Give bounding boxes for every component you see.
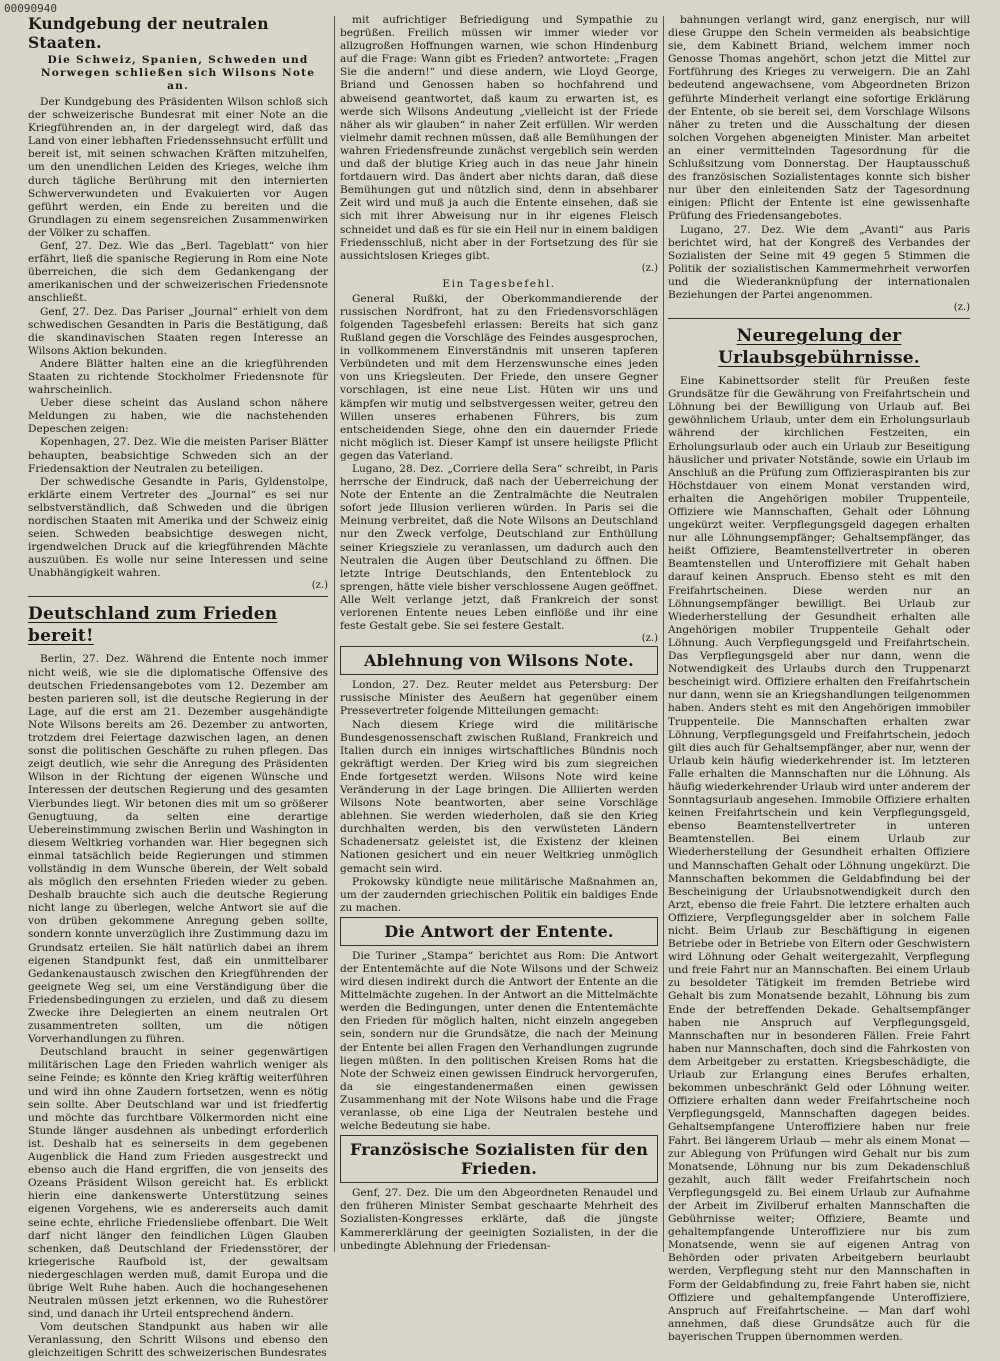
paragraph: mit aufrichtiger Befriedigung und Sympathie zu begrüßen. Freilich müssen wir immer wieder vor allzugroßen Hoffnungen warnen, wie schon Hindenburg auf die Frage: Wann gibt es Frieden? antwortete: „Fragen Sie die andern!“ und diese andern, wie Lloyd George, Briand und Genossen haben so hochfahrend und abweisend geantwortet, daß kaum zu erwarten ist, es werde sich Wilsons Andeutung „vielleicht ist der Friede näher als wir glauben“ in naher Zeit erfüllen. Wir werden vielmehr damit rechnen müssen, daß alle Bemühungen der wahren Friedensfreunde zunächst vergeblich sein werden und daß der blutige Krieg auch in das neue Jahr hinein fortdauern wird. Das ändert aber nichts daran, daß diese Bemühungen gut und nützlich sind, denn in absehbarer Zeit wird und muß ja auch die Entente einsehen, daß sie sich mit ihrer Abweisung nur in ihr eigenes Fleisch schneidet und daß es für sie ein Heil nur in einem baldigen Friedensschluß, nicht aber in der Fortsetzung des für sie aussichtslosen Krieges gibt. <box>340 14 658 262</box>
paragraph: Lugano, 28. Dez. „Corriere della Sera“ schreibt, in Paris herrsche der Eindruck, daß nach der Ueberreichung der Note der Entente an die Zentralmächte die Neutralen sofort jede Illusion verlieren würden. In Paris sei die Meinung verbreitet, daß die Note Wilsons an Deutschland nur den Zweck verfolge, Deutschland zur Enthüllung seiner Kriegsziele zu veranlassen, um dadurch auch den Neutralen die Augen über Deutschland zu öffnen. Die letzte Intrige Deutschlands, den Ententeblock zu sprengen, hätte viele bisher verschlossene Augen geöffnet. Alle Welt verlange jetzt, daß Frankreich der sonst verlorenen Entente neues Leben einflöße und ihr eine feste Gestalt gebe. Sie sei festere Gestalt. <box>340 463 658 633</box>
paragraph: bahnungen verlangt wird, ganz energisch, nur will diese Gruppe den Schein vermeiden als beabsichtige sie, dem Kabinett Briand, welchem immer noch Genosse Thomas angehört, schon jetzt die Mittel zur Fortführung des Krieges zu verweigern. Die an Zahl bedeutend angewachsene, vom Abgeordneten Brizon geführte Minderheit verlangt eine sofortige Erklärung der Entente, ob sie bereit sei, dem Vorschlage Wilsons näher zu treten und die Ausschaltung der diesen solchen Vorgehen abgeneigten Minister. Man arbeitet an einer vermittelnden Tagesordnung für die Schlußsitzung vom Donnerstag. Der Hauptausschuß des französischen Sozialistentages konnte sich bisher nur über den einleitenden Satz der Tagesordnung einigen: Pflicht der Entente ist eine gewissenhafte Prüfung des Friedensangebotes. <box>668 14 970 223</box>
article-title-rejection: Ablehnung von Wilsons Note. <box>364 651 634 671</box>
section-heading-tagesbefehl: Ein Tagesbefehl. <box>442 277 556 290</box>
divider <box>668 318 970 319</box>
paragraph: Genf, 27. Dez. Wie das „Berl. Tageblatt“ von hier erfährt, ließ die spanische Regierung in Rom eine Note überreichen, die sich dem Gedankengang der amerikanischen und der schweizerischen Friedensnote anschließt. <box>28 240 328 305</box>
column-2 <box>340 14 658 1254</box>
paragraph: Ueber diese scheint das Ausland schon nähere Meldungen zu haben, wie die nachstehenden Depeschen zeigen: <box>28 397 328 436</box>
column-1 <box>28 14 328 1360</box>
page-id: 00090940 <box>4 2 57 15</box>
paragraph: London, 27. Dez. Reuter meldet aus Petersburg: Der russische Minister des Aeußern hat gegenüber einem Pressevertreter folgende Mitteilungen gemacht: <box>340 679 658 718</box>
divider <box>28 596 328 597</box>
headline-box <box>340 917 658 946</box>
paragraph: Vom deutschen Standpunkt aus haben wir alle Veranlassung, den Schritt Wilsons und ebenso den gleichzeitigen Schritt des schweizerischen Bundesrates <box>28 1321 328 1360</box>
paragraph: General Rußki, der Oberkommandierende der russischen Nordfront, hat zu den Friedensvorschlägen folgenden Tagesbefehl erlassen: Bereits hat sich ganz Rußland gegen die Vorschläge des Feindes ausgesprochen, in vollkommenem Einverständnis mit unseren tapferen Verbündeten und mit dem Herzenswunsche eines jeden von uns Kriegsleuten. Der Friede, den unsere Gegner vorschlagen, ist eine neue List. Hüten wir uns und kämpfen wir mutig und selbstvergessen weiter, getreu den Willen unseres erhabenen Führers, bis zum entscheidenden Siege, ohne den ein dauernder Friede nicht möglich ist. Dieser Kampf ist unsere heiligste Pflicht gegen das Vaterland. <box>340 292 658 462</box>
paragraph: Nach diesem Kriege wird die militärische Bundesgenossenschaft zwischen Rußland, Frankreich und Italien durch ein inniges wirtschaftliches Bündnis noch gekräftigt werden. Der Krieg wird bis zum siegreichen Ende fortgesetzt werden. Wilsons Note wird keine Veränderung in der Lage bringen. Die Alliierten werden Wilsons Note beantworten, aber seine Vorschläge ablehnen. Sie werden wiederholen, daß sie den Krieg durchhalten werden, bis den verwüsteten Ländern Schadenersatz geleistet ist, die Existenz der kleinen Nationen gesichert und ein neuer Weltkrieg unmöglich gemacht sein wird. <box>340 718 658 875</box>
column-rule <box>663 16 664 1252</box>
paragraph: Der schwedische Gesandte in Paris, Gyldenstolpe, erklärte einem Vertreter des „Journal“ es sei nur selbstverständlich, daß Schweden und die übrigen nordischen Staaten mit Amerika und der Schweiz einig seien. Schweden beabsichtige deswegen nicht, irgendwelchen Druck auf die kriegführenden Mächte auszuüben. Es wolle nur seine Interessen und seine Unabhängigkeit wahren. <box>28 475 328 580</box>
paragraph: Lugano, 27. Dez. Wie dem „Avanti“ aus Paris berichtet wird, hat der Kongreß des Verbandes der Sozialisten der Seine mit 49 gegen 5 Stimmen die Politik der sozialistischen Kammermehrheit verworfen und die Wiederanknüpfung der internationalen Beziehungen der Partei angenommen. <box>668 223 970 301</box>
paragraph: Kopenhagen, 27. Dez. Wie die meisten Pariser Blätter behaupten, beabsichtige Schweden sich an der Friedensaktion der Neutralen zu beteiligen. <box>28 436 328 475</box>
paragraph: Die Turiner „Stampa“ berichtet aus Rom: Die Antwort der Ententemächte auf die Note Wilsons und der Schweiz wird diesen indirekt durch die Antwort der Entente an die Mittelmächte zugehen. In der Antwort an die Mittelmächte werden die Bedingungen, unter denen die Ententemächte den Frieden für möglich halten, nicht einzeln angegeben sein, sondern nur die Grundsätze, die nach der Meinung der Entente bei allen Fragen den Verhandlungen zugrunde liegen müßten. In den politischen Kreisen Roms hat die Note der Schweiz einen gewissen Eindruck hervorgerufen, da sie eingestandenermaßen einen gewissen Zusammenhang mit der Note Wilsons habe und die Frage veranlasse, ob eine Liga der Neutralen bestehe und welche Bedeutung sie habe. <box>340 949 658 1133</box>
paragraph: Deutschland braucht in seiner gegenwärtigen militärischen Lage den Frieden wahrlich weniger als seine Feinde; es könnte den Krieg kräftig weiterführen und wird ihn ohne Zaudern fortsetzen, wenn es nötig sein sollte. Aber Deutschland war und ist friedfertig und möchte das furchtbare Völkermorden nicht eine Stunde länger ausdehnen als unbedingt erforderlich ist. Deshalb hat es seinerseits in dem gegebenen Augenblick die Hand zum Frieden ausgestreckt und ebenso auch die Hand ergriffen, die von jenseits des Ozeans Präsident Wilson gereicht hat. Es erblickt hierin eine dankenswerte Unterstützung seines eigenen Vorgehens, wie es andererseits auch damit seine echte, ehrliche Friedensliebe offenbart. Die Welt darf nicht länger den feindlichen Lügen Glauben schenken, daß Deutschland der Friedensstörer, der kriegerische Raufbold ist, der gewaltsam niedergeschlagen werden muß, damit Europa und die übrige Welt Ruhe haben. Auch die hochangesehenen Neutralen müssen jetzt erkennen, wo die Ruhestörer sind, und danach ihr Urteil entsprechend ändern. <box>28 1046 328 1321</box>
article-title-french-socialists: Französische Sozialisten für den Frieden. <box>349 1140 649 1179</box>
paragraph: Prokowsky kündigte neue militärische Maßnahmen an, um der zaudernden griechischen Politik ein baldiges Ende zu machen. <box>340 875 658 914</box>
paragraph: Berlin, 27. Dez. Während die Entente noch immer nicht weiß, wie sie die diplomatische Offensive des deutschen Friedensangebotes vom 12. Dezember am besten parieren soll, ist die deutsche Regierung in der Lage, auf die erst am 21. Dezember ausgehändigte Note Wilsons bereits am 26. Dezember zu antworten, trotzdem drei Feiertage dazwischen lagen, an denen sonst die politischen Geschäfte zu ruhen pflegen. Das zeigt deutlich, wie sehr die Anregung des Präsidenten Wilson in der Richtung der eigenen Wünsche und Interessen der deutschen Regierung und des gesamten Vierbundes liegt. Wir betonen dies mit um so größerer Genugtuung, da selten eine derartige Uebereinstimmung zwischen Berlin und Washington in diesem Weltkrieg vorhanden war. Hier begegnen sich einmal tatsächlich beide Regierungen und stimmen vollständig in dem Wunsche überein, der Welt sobald als möglich den ersehnten Frieden wieder zu geben. Deshalb brauchte sich auch die deutsche Regierung nicht lange zu überlegen, welche Antwort sie auf die von drüben gekommene Anregung geben sollte, sondern konnte unverzüglich ihre Zustimmung dazu im Grundsatz erteilen. Sie hält natürlich dabei an ihrem eigenen Standpunkt fest, daß ein unmittelbarer Gedankenaustausch zwischen den Kriegführenden der geeignete Weg sei, um eine Verständigung über die Friedensbedingungen zu erzielen, und daß zu diesem Zwecke ihre Delegierten an einem neutralen Ort zusammentreten sollten, um die nötigen Vorverhandlungen zu führen. <box>28 653 328 1046</box>
paragraph: Eine Kabinettsorder stellt für Preußen feste Grundsätze für die Gewährung von Freifahrtschein und Löhnung bei der Bewilligung von Urlaub auf. Bei gewöhnlichem Urlaub, unter dem ein Erholungsurlaub während der kirchlichen Festzeiten, ein Erholungsurlaub oder auch ein Urlaub zur Beseitigung häuslicher und privater Notstände, sowie ein Urlaub im Anschluß an die Prüfung zum Offizieraspiranten bis zur Höchstdauer von einem Monat verstanden wird, erhalten die Angehörigen mobiler Truppenteile, Offiziere wie Mannschaften, Gehalt oder Löhnung ungekürzt weiter. Verpflegungsgeld dagegen erhalten nur alle Löhnungsempfänger; Gehaltsempfänger, das heißt Offiziere, Beamtenstellvertreter in oberen Beamtenstellen und Unteroffiziere mit Gehalt haben darauf keinen Anspruch. Ebenso steht es mit den Freifahrtscheinen. Diese werden nur an Löhnungsempfänger bewilligt. Bei Urlaub zur Wiederherstellung der Gesundheit erhalten alle Angehörigen mobiler Truppenteile Gehalt oder Löhnung. Auch Verpflegungsgeld und Freifahrtschein. Das Verpflegungsgeld aber nur dann, wenn die Notwendigkeit des Urlaubs durch den Truppenarzt bescheinigt wird. Offiziere erhalten den Freifahrtschein nur dann, wenn sie an Kriegshandlungen teilgenommen haben. Anders steht es mit den Angehörigen immobiler Truppenteile. Die Mannschaften erhalten zwar Löhnung, Verpflegungsgeld und Freifahrtschein, jedoch gilt dies auch für Gehaltsempfänger, aber nur, wenn der Urlaub kein häufig wiederkehrender ist. Im letzteren Falle erhalten die Mannschaften nur die Löhnung. Als häufig wiederkehrender Urlaub wird unter anderem der Sonntagsurlaub angesehen. Immobile Offiziere erhalten keinen Freifahrtschein und kein Verpflegungsgeld, ebenso Beamtenstellvertreter in unteren Beamtenstellen. Bei einem Urlaub zur Wiederherstellung der Gesundheit erhalten Offiziere und Mannschaften Gehalt oder Löhnung ungekürzt. Die Mannschaften bekommen die Geldabfindung bei der Bescheinigung der Urlaubsnotwendigkeit durch den Arzt, ebenso die freie Fahrt. Die letztere erhalten auch Offiziere, Verpflegungsgelder aber in solchem Falle nicht. Beim Urlaub zur Beschäftigung in eigenen Betriebe oder in Betriebe von Eltern oder Geschwistern wird Löhnung oder Gehalt weitergezahlt, Verpflegung und freie Fahrt nur an Mannschaften. Bei einem Urlaub zu besoldeter Tätigkeit im fremden Betriebe wird Gehalt bis zum Monatsende bezahlt, Löhnung bis zum Ende der betreffenden Dekade. Gehaltsempfänger haben nie Anspruch auf Verpflegungsgeld, Mannschaften nur in besonderen Fällen. Freie Fahrt haben nur Mannschaften, doch sind die Fahrkosten von dem Arbeitgeber zu erstatten. Kriegsbeschädigte, die Urlaub zur Erlangung eines Berufes erhalten, bekommen unbeschränkt Geld oder Löhnung weiter. Offiziere erhalten dann weder Freifahrtscheine noch Verpflegungsgeld, Mannschaften dagegen beides. Gehaltsempfangene Unteroffiziere haben nur freie Fahrt. Bei längerem Urlaub — mehr als einem Monat — zur Ablegung von Prüfungen wird Gehalt nur bis zum Monatsende, Löhnung nur bis zum Dekadenschluß gezahlt, auch fällt weder Freifahrtschein noch Verpflegungsgeld zu. Bei einem Urlaub zur Aufnahme der Arbeit im Zivilberuf erhalten Mannschaften die Gebührnisse weiter; Offiziere, Beamte und gehaltempfangende Unteroffiziere nur bis zum Monatsende, wenn sie auf eigenen Antrag von Behörden oder privaten Arbeitgebern beurlaubt werden, Verpflegung steht nur den Mannschaften in Form der Geldabfindung zu, freie Fahrt haben sie, nicht Offiziere und gehaltempfangende Unteroffiziere, Anspruch auf Freifahrtscheine. — Man darf wohl annehmen, daß diese Grundsätze auch für die bayerischen Truppen übernommen werden. <box>668 375 970 1343</box>
author-signature: (z.) <box>641 633 658 645</box>
paragraph: Andere Blätter halten eine an die kriegführenden Staaten zu richtende Stockholmer Friedensnote für wahrscheinlich. <box>28 357 328 397</box>
author-signature: (z.) <box>641 262 658 274</box>
paragraph: Genf, 27. Dez. Das Pariser „Journal“ erhielt von dem schwedischen Gesandten in Paris die Bestätigung, daß die skandinavischen Staaten regen Interesse an Wilsons Aktion bekunden. <box>28 305 328 357</box>
article-title-leave-pay: Neuregelung der Urlaubsgebührnisse. <box>718 326 920 369</box>
article-title-entente-answer: Die Antwort der Entente. <box>384 921 614 941</box>
article-subtitle-neutral-states: Die Schweiz, Spanien, Schweden und Norwegen schließen sich Wilsons Note an. <box>40 54 316 92</box>
author-signature: (z.) <box>311 580 328 592</box>
headline-box <box>340 1135 658 1183</box>
column-3 <box>668 14 970 1343</box>
headline-box <box>340 646 658 675</box>
article-title-germany-peace: Deutschland zum Frieden bereit! <box>28 604 278 647</box>
author-signature: (z.) <box>953 302 970 314</box>
column-rule <box>334 16 335 1252</box>
paragraph: Der Kundgebung des Präsidenten Wilson schloß sich der schweizerische Bundesrat mit einer Note an die Kriegführenden an, in der dargelegt wird, daß das Land von einer lebhaften Friedenssehnsucht erfüllt und bereit ist, mit seinen schwachen Kräften mitzuhelfen, um den unendlichen Leiden des Krieges, welche ihm durch tägliche Berührung mit den internierten Schwerverwundeten und Evakuierten vor Augen geführt werden, ein Ende zu bereiten und die Grundlagen zu einem segensreichen Zusammenwirken der Völker zu schaffen. <box>28 96 328 239</box>
paragraph: Genf, 27. Dez. Die um den Abgeordneten Renaudel und den früheren Minister Sembat geschaarte Mehrheit des Sozialisten-Kongresses erklärte, daß die jüngste Kammererklärung der geeinigten Sozialisten, in der die unbedingte Ablehnung der Friedensan- <box>340 1187 658 1252</box>
article-title-neutral-states: Kundgebung der neutralen Staaten. <box>28 14 269 52</box>
